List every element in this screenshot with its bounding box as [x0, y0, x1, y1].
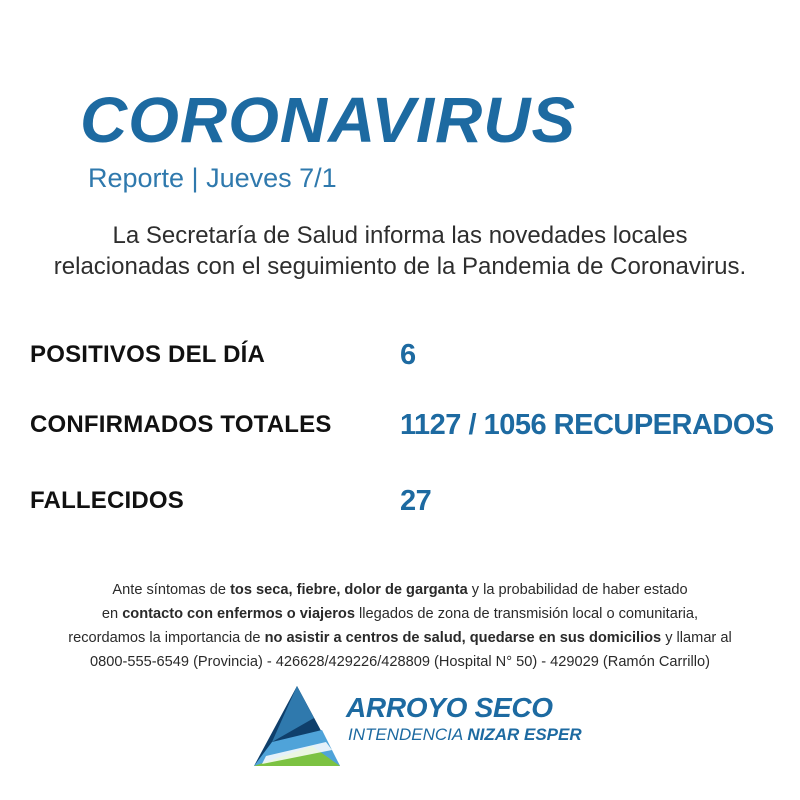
arroyo-seco-logo	[252, 684, 582, 768]
intro-line: relacionadas con el seguimiento de la Pandemia de Coronavirus.	[53, 253, 747, 280]
intro-line: La Secretaría de Salud informa las novedades locales	[112, 222, 688, 249]
notice-text: en	[101, 606, 123, 622]
stat-label: CONFIRMADOS TOTALES	[30, 411, 332, 438]
stat-row-fallecidos	[0, 479, 800, 523]
health-notice	[0, 578, 800, 674]
stat-value: 1127 / 1056 RECUPERADOS	[400, 409, 774, 441]
notice-line	[0, 626, 800, 650]
stat-row-positivos	[0, 333, 800, 377]
notice-line	[0, 602, 800, 626]
stat-value: 27	[400, 485, 432, 517]
report-date: Reporte | Jueves 7/1	[88, 163, 337, 193]
notice-emphasis: no asistir a centros de salud, quedarse en sus domicilios	[264, 630, 662, 646]
intro-text	[0, 220, 800, 282]
notice-text: llegados de zona de transmisión local o comunitaria,	[354, 606, 699, 622]
notice-line	[0, 578, 800, 602]
brand-subtitle	[348, 726, 582, 743]
brand-name: ARROYO SECO	[346, 692, 553, 723]
notice-text: Ante síntomas de	[112, 582, 231, 598]
triangle-logo-icon	[252, 684, 342, 768]
stat-label: POSITIVOS DEL DÍA	[30, 341, 265, 368]
notice-emphasis: contacto con enfermos o viajeros	[122, 606, 355, 622]
stat-row-confirmados	[0, 403, 800, 447]
notice-emphasis: tos seca, fiebre, dolor de garganta	[230, 582, 468, 598]
page-title: CORONAVIRUS	[80, 84, 577, 156]
brand-sub-text: INTENDENCIA	[348, 725, 468, 744]
notice-text: y llamar al	[661, 630, 732, 646]
notice-phone-numbers: 0800-555-6549 (Provincia) - 426628/429226/428809 (Hospital N° 50) - 429029 (Ramón Carrillo)	[90, 654, 710, 670]
notice-text: recordamos la importancia de	[68, 630, 265, 646]
stat-value: 6	[400, 339, 416, 371]
stat-label: FALLECIDOS	[30, 487, 185, 514]
brand-sub-name: NIZAR ESPER	[467, 725, 582, 744]
notice-text: y la probabilidad de haber estado	[467, 582, 688, 598]
